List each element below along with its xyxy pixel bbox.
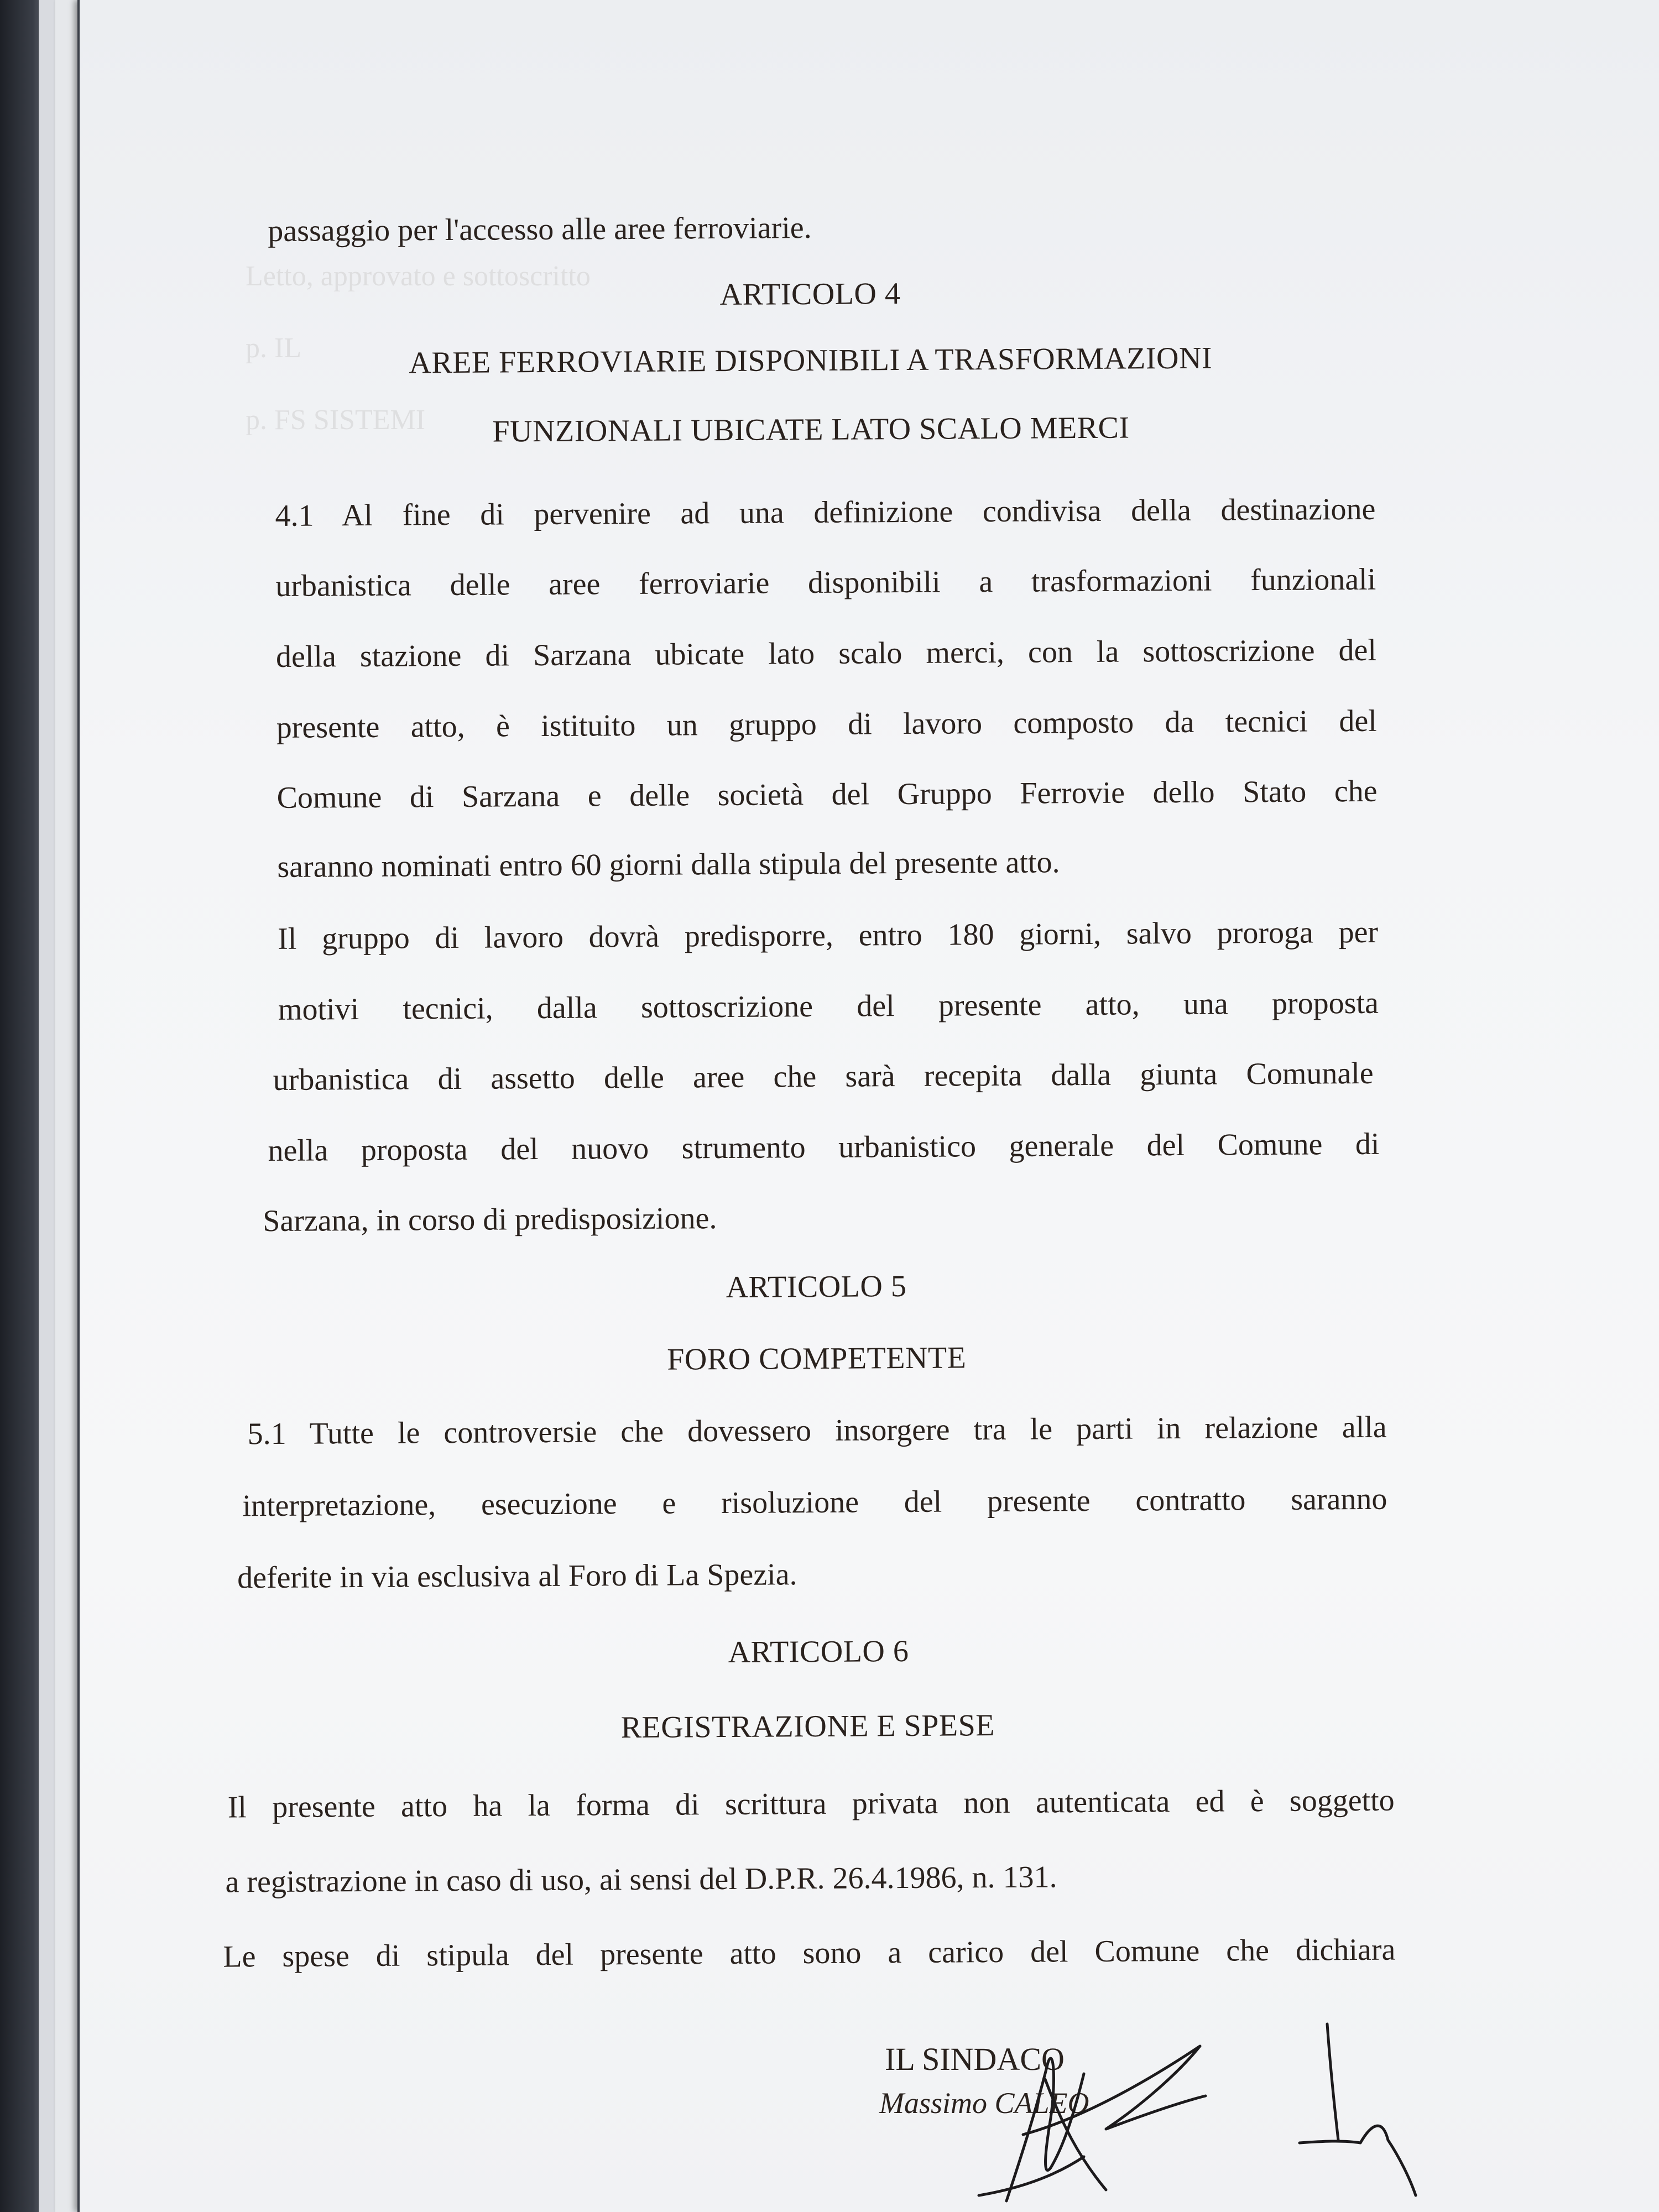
page-edge-middle — [55, 0, 77, 2212]
signature-stroke — [1300, 2126, 1416, 2195]
document-page — [77, 0, 1659, 2212]
continuation-line: passaggio per l'accesso alle aree ferroviarie. — [268, 211, 812, 249]
signatory-title: IL SINDACO — [885, 2041, 1065, 2077]
signature-stroke — [979, 2157, 1084, 2195]
article-4-paragraph-line: 4.1 Al fine di pervenire ad una definizione condivisa della destinazione — [275, 492, 1376, 533]
article-4-paragraph-line: motivi tecnici, dalla sottoscrizione del presente atto, una proposta — [278, 985, 1379, 1027]
article-4-paragraph-line: presente atto, è istituito un gruppo di lavoro composto da tecnici del — [276, 703, 1377, 745]
article-4-paragraph-line: urbanistica di assetto delle aree che sarà recepita dalla giunta Comunale — [273, 1056, 1374, 1097]
article-5-paragraph-line: 5.1 Tutte le controversie che dovessero insorgere tra le parti in relazione alla — [247, 1410, 1387, 1452]
article-4-paragraph-line: della stazione di Sarzana ubicate lato scalo merci, con la sottoscrizione del — [275, 633, 1377, 674]
article-4-paragraph-line: saranno nominati entro 60 giorni dalla stipula del presente atto. — [277, 845, 1060, 884]
signature-stroke — [1327, 2024, 1338, 2140]
article-6-paragraph-line: Il presente atto ha la forma di scrittura privata non autenticata ed è soggetto — [227, 1783, 1395, 1825]
article-4-title-line-1: AREE FERROVIARIE DISPONIBILI A TRASFORMAZIONI — [409, 341, 1213, 380]
article-5-paragraph-line: interpretazione, esecuzione e risoluzione del presente contratto saranno — [242, 1481, 1387, 1524]
article-5-number: ARTICOLO 5 — [726, 1269, 907, 1305]
show-through-line: p. FS SISTEMI — [246, 404, 426, 436]
article-4-title-line-2: FUNZIONALI UBICATE LATO SCALO MERCI — [492, 410, 1130, 449]
article-5-paragraph-line: deferite in via esclusiva al Foro di La Spezia. — [237, 1557, 797, 1595]
article-4-paragraph-line: nella proposta del nuovo strumento urbanistico generale del Comune di — [268, 1126, 1380, 1168]
handwritten-signatures — [940, 2013, 1493, 2212]
document-body — [145, 0, 1485, 2212]
signatory-name: Massimo CALEO — [879, 2086, 1089, 2120]
article-4-paragraph-line: Comune di Sarzana e delle società del Gruppo Ferrovie dello Stato che — [276, 774, 1378, 815]
article-4-paragraph-line: urbanistica delle aree ferroviarie disponibili a trasformazioni funzionali — [275, 562, 1376, 603]
article-6-number: ARTICOLO 6 — [728, 1634, 909, 1670]
article-4-number: ARTICOLO 4 — [719, 276, 901, 312]
article-6-paragraph-line: Le spese di stipula del presente atto sono a carico del Comune che dichiara — [223, 1932, 1396, 1974]
article-4-paragraph-line: Sarzana, in corso di predisposizione. — [263, 1201, 717, 1239]
article-6-paragraph-line: a registrazione in caso di uso, ai sensi del D.P.R. 26.4.1986, n. 131. — [225, 1860, 1057, 1900]
show-through-line: p. IL — [246, 332, 302, 364]
article-4-paragraph-line: Il gruppo di lavoro dovrà predisporre, entro 180 giorni, salvo proroga per — [277, 915, 1379, 956]
article-5-title: FORO COMPETENTE — [667, 1340, 967, 1377]
article-6-title: REGISTRAZIONE E SPESE — [620, 1708, 995, 1745]
show-through-line: Letto, approvato e sottoscritto — [246, 260, 591, 292]
